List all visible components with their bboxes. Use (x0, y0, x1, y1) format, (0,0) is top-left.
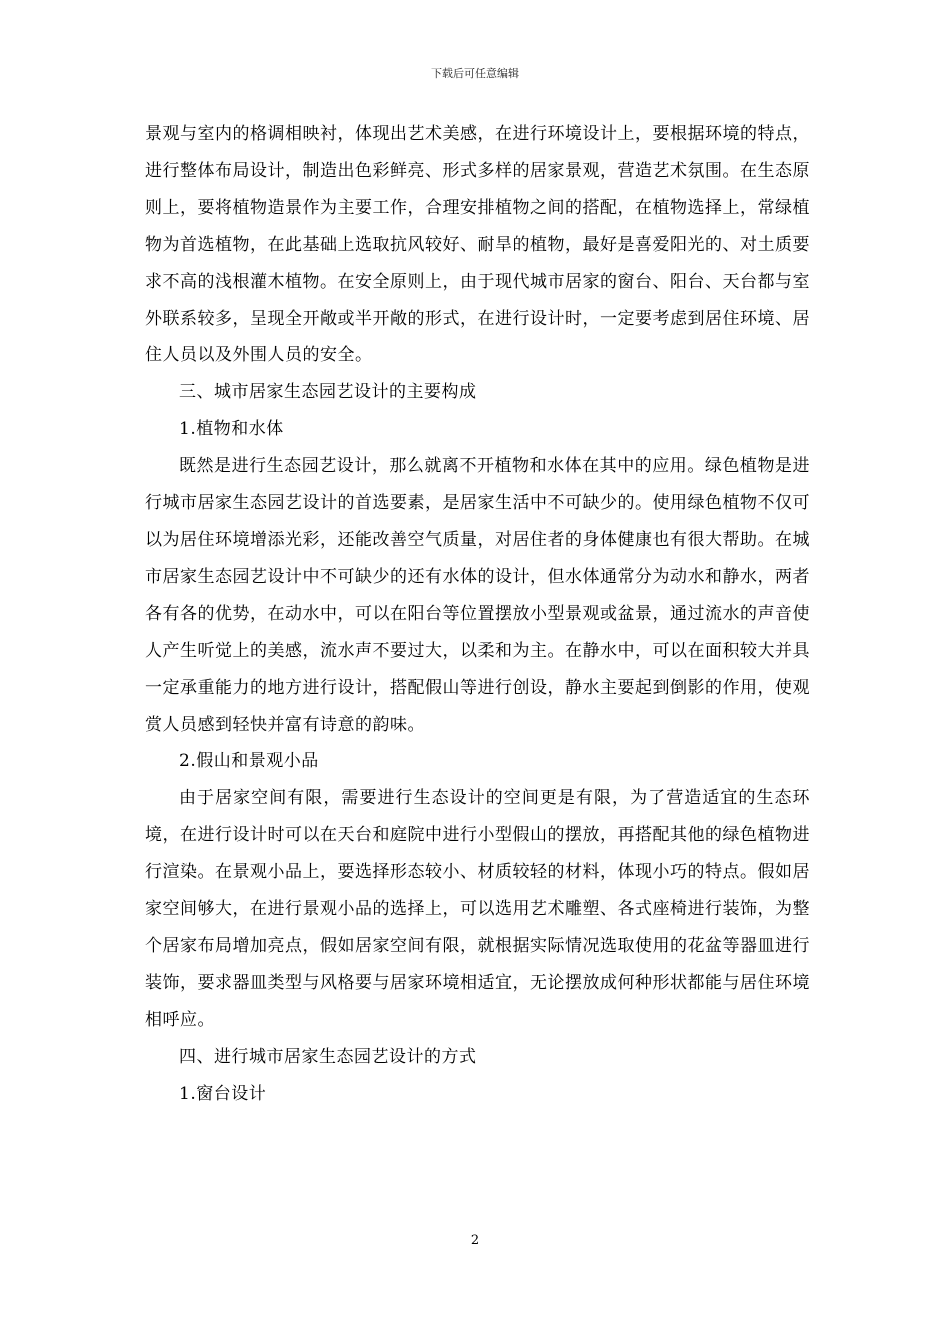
page-header: 下载后可任意编辑 (431, 67, 519, 80)
paragraph-rockery: 由于居家空间有限，需要进行生态设计的空间更是有限，为了营造适宜的生态环境，在进行设计时可以在天台和庭院中进行小型假山的摆放，再搭配其他的绿色植物进行渲染。在景观小品上，要选择形态较小、材质较轻的材料，体现小巧的特点。假如居家空间够大，在进行景观小品的选择上，可以选用艺术雕塑、各式座椅进行装饰，为整个居家布局增加亮点，假如居家空间有限，就根据实际情况选取使用的花盆等器皿进行装饰，要求器皿类型与风格要与居家环境相适宜，无论摆放成何种形状都能与居住环境相呼应。 (145, 788, 810, 1030)
subsection-heading-rockery: 2.假山和景观小品 (179, 751, 319, 772)
section-heading-3: 三、城市居家生态园艺设计的主要构成 (179, 382, 477, 403)
paragraph-continued: 景观与室内的格调相映衬，体现出艺术美感，在进行环境设计上，要根据环境的特点，进行整体布局设计，制造出色彩鲜亮、形式多样的居家景观，营造艺术氛围。在生态原则上，要将植物造景作为主要工作，合理安排植物之间的搭配，在植物选择上，常绿植物为首选植物，在此基础上选取抗风较好、耐旱的植物，最好是喜爱阳光的、对土质要求不高的浅根灌木植物。在安全原则上，由于现代城市居家的窗台、阳台、天台都与室外联系较多，呈现全开敞或半开敞的形式，在进行设计时，一定要考虑到居住环境、居住人员以及外围人员的安全。 (145, 124, 810, 366)
page-body (145, 116, 810, 1112)
subsection-heading-window: 1.窗台设计 (179, 1083, 267, 1104)
subsection-heading-plants-water: 1.植物和水体 (179, 419, 284, 440)
page-number: 2 (470, 1233, 480, 1248)
section-heading-4: 四、进行城市居家生态园艺设计的方式 (179, 1046, 477, 1067)
paragraph-plants-water: 既然是进行生态园艺设计，那么就离不开植物和水体在其中的应用。绿色植物是进行城市居家生态园艺设计的首选要素，是居家生活中不可缺少的。使用绿色植物不仅可以为居住环境增添光彩，还能改善空气质量，对居住者的身体健康也有很大帮助。在城市居家生态园艺设计中不可缺少的还有水体的设计，但水体通常分为动水和静水，两者各有各的优势，在动水中，可以在阳台等位置摆放小型景观或盆景，通过流水的声音使人产生听觉上的美感，流水声不要过大，以柔和为主。在静水中，可以在面积较大并具一定承重能力的地方进行设计，搭配假山等进行创设，静水主要起到倒影的作用，使观赏人员感到轻快并富有诗意的韵味。 (145, 456, 810, 735)
